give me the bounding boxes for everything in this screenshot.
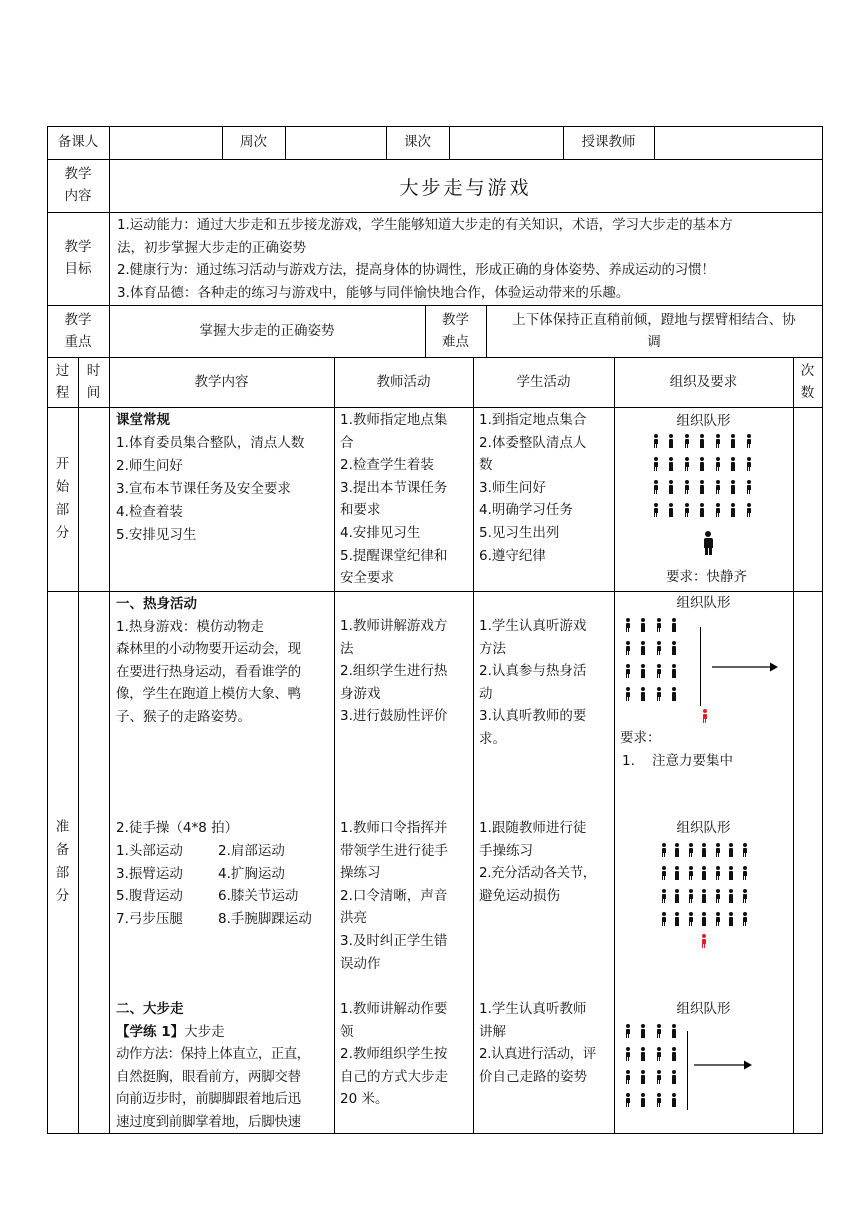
student-figure-icon xyxy=(652,480,659,494)
big-stride-teacher-line: 2.教师组织学生按 xyxy=(340,1046,448,1063)
start-student-line: 4.明确学习任务 xyxy=(479,502,573,519)
start-requirement: 要求：快静齐 xyxy=(666,569,747,585)
big-stride-practice xyxy=(116,1021,310,1044)
warmup-requirement-number: 1. xyxy=(622,753,635,769)
student-figure-icon xyxy=(668,503,675,517)
student-figure-icon xyxy=(640,1047,647,1061)
warmup-teacher-line: 法 xyxy=(340,640,354,657)
calisthenics-teacher-line: 2.口令清晰，声音 xyxy=(340,887,448,904)
student-figure-icon xyxy=(741,866,748,880)
start-content xyxy=(116,409,304,547)
difficult-point-label: 教学难点 xyxy=(442,312,469,350)
start-section-label: 开始部分 xyxy=(55,456,70,541)
student-figure-icon xyxy=(730,503,737,517)
start-student-line: 2.体委整队清点人 xyxy=(479,434,587,451)
difficult-line: 上下体保持正直稍前倾，蹬地与摆臂相结合、协 xyxy=(512,312,796,328)
student-figure-icon xyxy=(655,1093,662,1107)
calisthenics-formation-title: 组织队形 xyxy=(676,820,731,836)
student-figure-icon xyxy=(745,434,752,448)
student-figure-icon xyxy=(687,889,694,903)
practice-name: 大步走 xyxy=(184,1023,225,1040)
student-figure-icon xyxy=(668,480,675,494)
key-point-text: 掌握大步走的正确姿势 xyxy=(199,323,335,339)
big-stride-student-line: 1.学生认真听教师 xyxy=(479,1001,587,1017)
warmup-teacher-line: 2.组织学生进行热 xyxy=(340,663,448,680)
student-figure-icon xyxy=(674,889,681,903)
content-label: 教学内容 xyxy=(64,166,92,204)
practice-label: 【学练 1】 xyxy=(116,1023,185,1040)
prep-section-label: 准备部分 xyxy=(55,819,70,904)
student-figure-icon xyxy=(671,1024,678,1038)
student-figure-icon xyxy=(655,687,662,701)
start-line xyxy=(687,1031,688,1110)
col-teacher: 教师活动 xyxy=(376,374,431,390)
warmup-student-line: 1.学生认真听游戏 xyxy=(479,618,587,634)
calisthenics-item: 2.肩部运动 xyxy=(218,843,285,859)
start-student-line: 6.遵守纪律 xyxy=(479,547,546,564)
student-figure-icon xyxy=(624,1093,631,1107)
col-student: 学生活动 xyxy=(516,374,571,390)
student-figure-icon xyxy=(655,618,662,632)
start-teacher-activity xyxy=(340,409,447,590)
col-time: 时间 xyxy=(86,363,101,401)
calisthenics-student-activity xyxy=(479,817,596,907)
student-figure-icon xyxy=(701,912,708,926)
direction-arrow-icon xyxy=(694,1058,752,1072)
key-point-label: 教学重点 xyxy=(64,312,92,350)
big-stride-student-line: 2.认真进行活动，评 xyxy=(479,1046,596,1063)
student-figure-icon xyxy=(714,843,721,857)
teacher-marker-icon xyxy=(700,934,707,948)
start-formation-title: 组织队形 xyxy=(676,413,731,429)
student-figure-icon xyxy=(683,434,690,448)
preparer-label: 备课人 xyxy=(57,134,99,150)
student-figure-icon xyxy=(741,843,748,857)
student-figure-icon xyxy=(728,843,735,857)
start-content-line: 2.师生问好 xyxy=(116,458,183,474)
calisthenics-teacher-activity xyxy=(340,817,448,975)
calisthenics-teacher-line: 1.教师口令指挥并 xyxy=(340,820,448,836)
student-figure-icon xyxy=(714,457,721,471)
calisthenics-teacher-line: 带领学生进行徒手 xyxy=(340,842,448,859)
objectives-label: 教学目标 xyxy=(64,239,92,277)
calisthenics-student-line: 2.充分活动各关节， xyxy=(479,865,596,882)
student-figure-icon xyxy=(683,457,690,471)
student-figure-icon xyxy=(714,866,721,880)
calisthenics-item: 1.头部运动 xyxy=(116,843,183,859)
start-teacher-line: 3.提出本节课任务 xyxy=(340,479,448,496)
big-stride-formation-title: 组织队形 xyxy=(676,1001,731,1017)
student-figure-icon xyxy=(660,843,667,857)
start-formation-diagram xyxy=(652,434,762,524)
col-content: 教学内容 xyxy=(194,374,249,390)
warmup-teacher-activity xyxy=(340,615,447,728)
student-figure-icon xyxy=(640,1024,647,1038)
objective-line: 3.体育品德：各种走的练习与游戏中，能够与同伴愉快地合作，体验运动带来的乐趣。 xyxy=(117,284,630,301)
student-figure-icon xyxy=(660,889,667,903)
student-figure-icon xyxy=(660,866,667,880)
warmup-student-line: 2.认真参与热身活 xyxy=(479,663,587,680)
student-figure-icon xyxy=(671,687,678,701)
calisthenics-formation-diagram xyxy=(660,843,770,933)
student-figure-icon xyxy=(655,664,662,678)
warmup-student-line: 方法 xyxy=(479,640,506,657)
big-stride-student-activity xyxy=(479,998,596,1088)
calisthenics-teacher-line: 误动作 xyxy=(340,955,381,972)
student-figure-icon xyxy=(640,1093,647,1107)
student-figure-icon xyxy=(668,434,675,448)
student-figure-icon xyxy=(624,641,631,655)
objective-line: 2.健康行为：通过练习活动与游戏方法，提高身体的协调性，形成正确的身体姿势、养成运动的习惯！ xyxy=(117,262,715,279)
student-figure-icon xyxy=(652,457,659,471)
student-figure-icon xyxy=(728,912,735,926)
student-figure-icon xyxy=(671,664,678,678)
student-figure-icon xyxy=(674,912,681,926)
student-figure-icon xyxy=(745,457,752,471)
warmup-teacher-line: 3.进行鼓励性评价 xyxy=(340,708,448,725)
student-figure-icon xyxy=(674,866,681,880)
student-figure-icon xyxy=(714,912,721,926)
big-stride-line: 动作方法：保持上体直立，正直， xyxy=(116,1046,310,1063)
calisthenics-student-line: 手操练习 xyxy=(479,842,533,859)
calisthenics-title: 2.徒手操（4*8 拍） xyxy=(116,820,239,836)
student-figure-icon xyxy=(730,457,737,471)
warmup-line: 像，学生在跑道上模仿大象、鸭 xyxy=(116,686,301,703)
calisthenics-item: 3.振臂运动 xyxy=(116,865,183,882)
warmup-formation-diagram xyxy=(624,618,684,703)
warmup-title: 一、热身活动 xyxy=(116,596,197,612)
student-figure-icon xyxy=(730,434,737,448)
warmup-student-line: 3.认真听教师的要 xyxy=(479,708,587,725)
warmup-requirement-item: 注意力要集中 xyxy=(652,753,733,769)
calisthenics-left-list xyxy=(116,840,183,930)
start-content-line: 4.检查着装 xyxy=(116,504,183,520)
student-figure-icon xyxy=(701,889,708,903)
student-figure-icon xyxy=(671,641,678,655)
teacher-marker-icon xyxy=(701,709,708,723)
calisthenics-teacher-line: 操练习 xyxy=(340,865,381,882)
warmup-student-line: 动 xyxy=(479,685,493,702)
student-figure-icon xyxy=(640,687,647,701)
student-figure-icon xyxy=(671,1047,678,1061)
student-figure-icon xyxy=(640,1070,647,1084)
student-figure-icon xyxy=(624,687,631,701)
objectives-text xyxy=(117,214,733,304)
week-label: 周次 xyxy=(240,134,267,150)
student-figure-icon xyxy=(624,1070,631,1084)
start-teacher-line: 合 xyxy=(340,434,354,451)
student-figure-icon xyxy=(741,889,748,903)
calisthenics-student-line: 避免运动损伤 xyxy=(479,887,560,904)
student-figure-icon xyxy=(699,503,706,517)
calisthenics-item: 8.手腕脚踝运动 xyxy=(218,910,312,927)
student-figure-icon xyxy=(660,912,667,926)
big-stride-line: 自然挺胸，眼看前方，两脚交替 xyxy=(116,1068,301,1085)
start-teacher-line: 安全要求 xyxy=(340,570,394,587)
start-teacher-line: 5.提醒课堂纪律和 xyxy=(340,547,448,564)
lesson-title: 大步走与游戏 xyxy=(399,177,532,199)
big-stride-formation-diagram xyxy=(624,1024,684,1109)
student-figure-icon xyxy=(683,480,690,494)
big-stride-teacher-activity xyxy=(340,998,448,1111)
calisthenics-student-line: 1.跟随教师进行徒 xyxy=(479,820,587,836)
calisthenics-item: 4.扩胸运动 xyxy=(218,865,285,882)
big-stride-line: 向前迈步时，前脚脚跟着地后迅 xyxy=(116,1091,301,1108)
big-stride-content xyxy=(116,998,310,1134)
big-stride-teacher-line: 自己的方式大步走 xyxy=(340,1068,448,1085)
lesson-number-label: 课次 xyxy=(404,134,431,150)
start-teacher-line: 1.教师指定地点集 xyxy=(340,412,448,428)
start-content-line: 3.宣布本节课任务及安全要求 xyxy=(116,481,291,497)
student-figure-icon xyxy=(687,843,694,857)
col-process: 过程 xyxy=(55,363,70,401)
start-student-line: 1.到指定地点集合 xyxy=(479,412,587,428)
warmup-teacher-line: 身游戏 xyxy=(340,685,381,702)
difficult-point-text xyxy=(486,309,822,353)
student-figure-icon xyxy=(668,457,675,471)
start-teacher-line: 和要求 xyxy=(340,502,381,519)
student-figure-icon xyxy=(671,1093,678,1107)
warmup-formation-title: 组织队形 xyxy=(676,595,731,611)
big-stride-line: 速过度到前脚掌着地，后脚快速 xyxy=(116,1113,301,1130)
teacher-label: 授课教师 xyxy=(581,134,636,150)
student-figure-icon xyxy=(652,503,659,517)
student-figure-icon xyxy=(728,866,735,880)
objective-line: 法，初步掌握大步走的正确姿势 xyxy=(117,239,306,256)
student-figure-icon xyxy=(624,618,631,632)
student-figure-icon xyxy=(671,618,678,632)
student-figure-icon xyxy=(699,480,706,494)
student-figure-icon xyxy=(624,1047,631,1061)
direction-arrow-icon xyxy=(712,660,778,674)
warmup-line: 在要进行热身运动，看看谁学的 xyxy=(116,663,301,680)
big-stride-teacher-line: 20 米。 xyxy=(340,1091,389,1108)
calisthenics-teacher-line: 3.及时纠正学生错 xyxy=(340,932,448,949)
student-figure-icon xyxy=(640,664,647,678)
student-figure-icon xyxy=(674,843,681,857)
start-content-title: 课堂常规 xyxy=(116,412,170,428)
big-stride-teacher-line: 1.教师讲解动作要 xyxy=(340,1001,448,1017)
start-student-line: 数 xyxy=(479,457,493,474)
student-figure-icon xyxy=(745,503,752,517)
student-figure-icon xyxy=(655,1024,662,1038)
student-figure-icon xyxy=(624,1024,631,1038)
col-organization: 组织及要求 xyxy=(669,374,738,390)
warmup-line: 森林里的小动物要开运动会，现 xyxy=(116,641,301,658)
start-content-line: 5.安排见习生 xyxy=(116,527,197,543)
warmup-teacher-line: 1.教师讲解游戏方 xyxy=(340,618,448,634)
start-line xyxy=(700,627,701,706)
start-student-activity xyxy=(479,409,586,567)
student-figure-icon xyxy=(671,1070,678,1084)
student-figure-icon xyxy=(687,912,694,926)
objective-line: 1.运动能力：通过大步走和五步接龙游戏，学生能够知道大步走的有关知识，术语，学习大步走的基本方 xyxy=(117,217,733,233)
student-figure-icon xyxy=(624,664,631,678)
warmup-line: 1.热身游戏：模仿动物走 xyxy=(116,618,264,635)
student-figure-icon xyxy=(714,480,721,494)
big-stride-title: 二、大步走 xyxy=(116,1001,184,1017)
student-figure-icon xyxy=(699,457,706,471)
big-stride-student-line: 讲解 xyxy=(479,1023,506,1040)
warmup-content xyxy=(116,593,301,729)
student-figure-icon xyxy=(730,480,737,494)
big-stride-teacher-line: 领 xyxy=(340,1023,354,1040)
start-content-line: 1.体育委员集合整队，清点人数 xyxy=(116,435,305,451)
start-student-line: 3.师生问好 xyxy=(479,479,546,496)
calisthenics-right-list xyxy=(218,840,312,930)
big-stride-student-line: 价自己走路的姿势 xyxy=(479,1068,587,1085)
calisthenics-item: 5.腹背运动 xyxy=(116,888,183,905)
student-figure-icon xyxy=(655,1070,662,1084)
student-figure-icon xyxy=(699,434,706,448)
student-figure-icon xyxy=(652,434,659,448)
student-figure-icon xyxy=(728,889,735,903)
student-figure-icon xyxy=(714,434,721,448)
student-figure-icon xyxy=(640,618,647,632)
student-figure-icon xyxy=(714,503,721,517)
student-figure-icon xyxy=(655,1047,662,1061)
student-figure-icon xyxy=(701,866,708,880)
student-figure-icon xyxy=(687,866,694,880)
student-figure-icon xyxy=(640,641,647,655)
difficult-line: 调 xyxy=(647,334,661,350)
student-figure-icon xyxy=(655,641,662,655)
calisthenics-item: 6.膝关节运动 xyxy=(218,888,299,905)
start-teacher-line: 4.安排见习生 xyxy=(340,524,421,541)
teacher-figure-icon xyxy=(702,531,714,555)
student-figure-icon xyxy=(741,912,748,926)
start-student-line: 5.见习生出列 xyxy=(479,524,560,541)
student-figure-icon xyxy=(714,889,721,903)
start-teacher-line: 2.检查学生着装 xyxy=(340,457,434,474)
col-count: 次数 xyxy=(800,363,815,401)
warmup-line: 子、猴子的走路姿势。 xyxy=(116,708,251,725)
student-figure-icon xyxy=(745,480,752,494)
warmup-student-activity xyxy=(479,615,586,751)
warmup-student-line: 求。 xyxy=(479,730,506,747)
calisthenics-teacher-line: 洪亮 xyxy=(340,910,367,927)
student-figure-icon xyxy=(683,503,690,517)
student-figure-icon xyxy=(701,843,708,857)
warmup-requirement-label: 要求： xyxy=(620,730,661,746)
calisthenics-item: 7.弓步压腿 xyxy=(116,910,183,927)
